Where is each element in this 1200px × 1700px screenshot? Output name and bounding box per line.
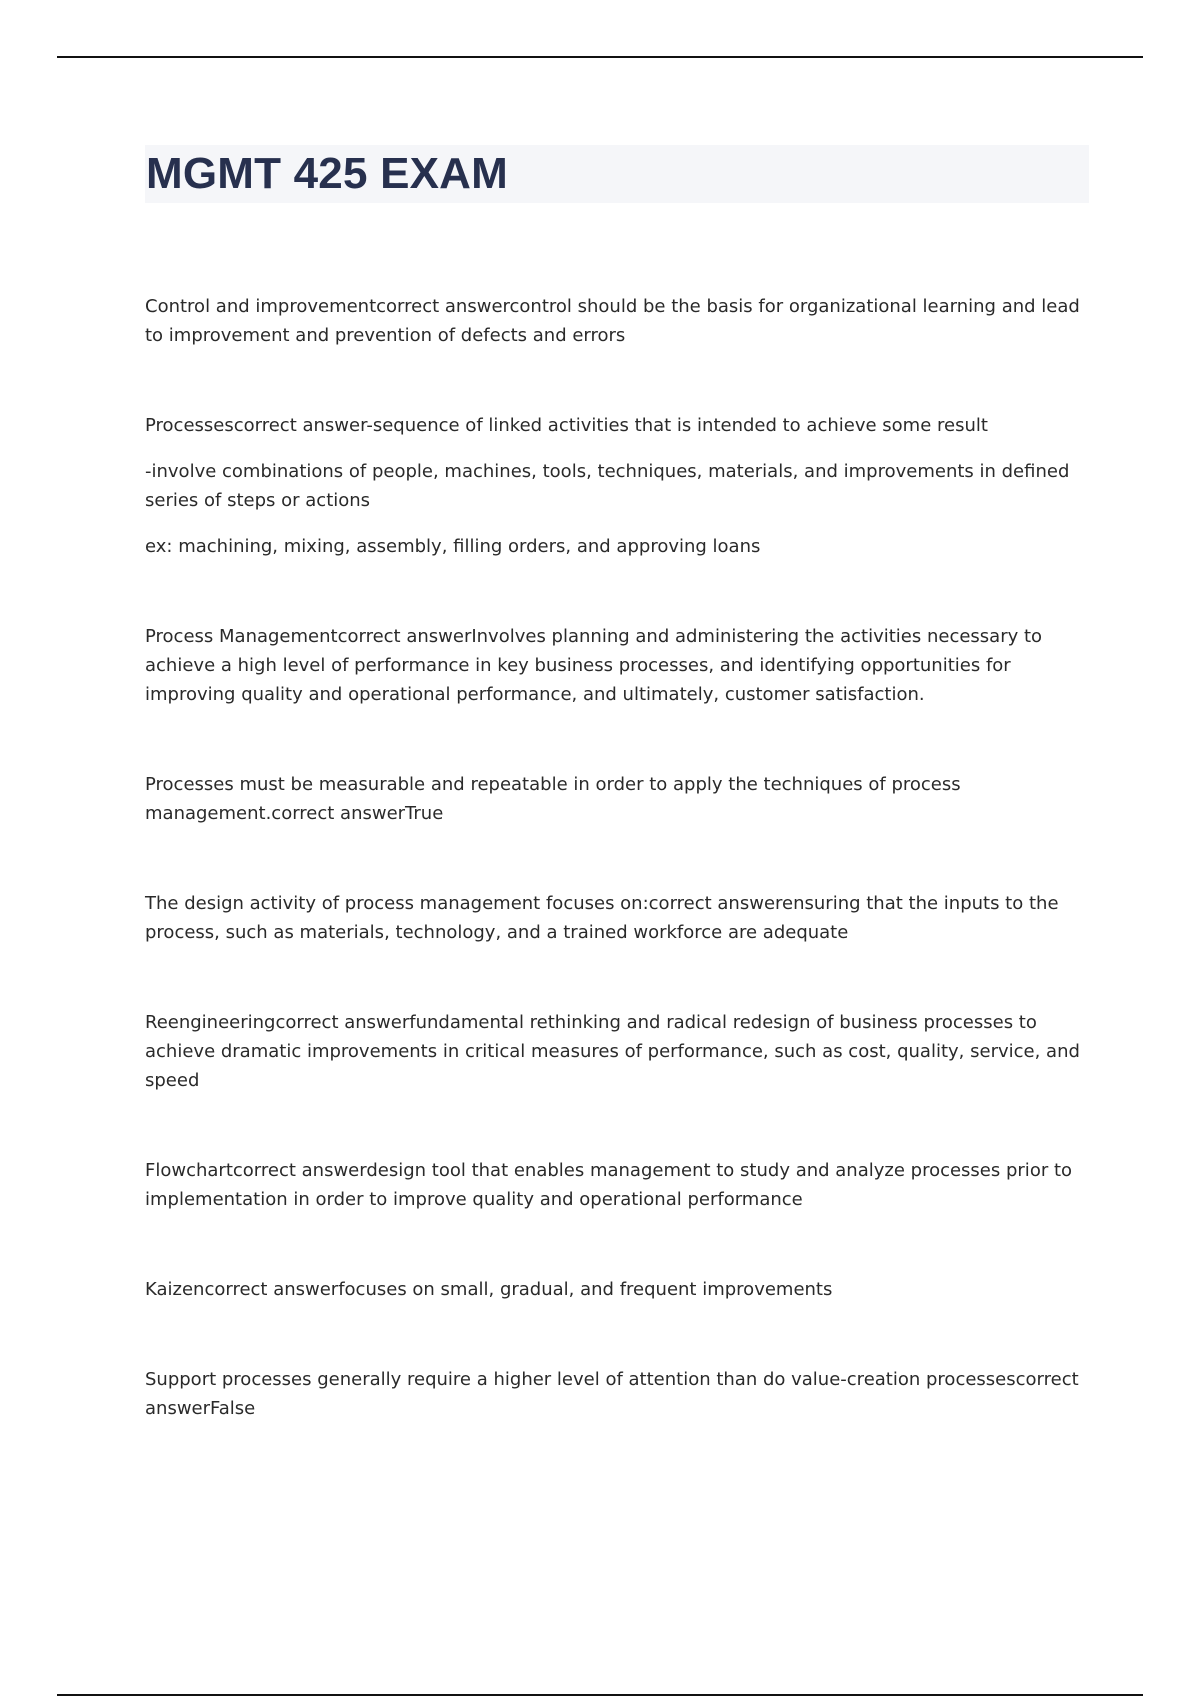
qa-item bbox=[145, 292, 1080, 350]
qa-text: Kaizencorrect answerfocuses on small, gradual, and frequent improvements bbox=[145, 1279, 833, 1300]
qa-item bbox=[145, 411, 1080, 561]
qa-item bbox=[145, 770, 1080, 828]
qa-text: Processescorrect answer-sequence of linked activities that is intended to achieve some result bbox=[145, 415, 988, 436]
page-top-rule bbox=[57, 56, 1143, 58]
qa-item bbox=[145, 1008, 1080, 1095]
qa-text: The design activity of process management focuses on:correct answerensuring that the inputs to the process, such as materials, technology, and a trained workforce are adequate bbox=[145, 893, 1059, 943]
qa-text: Flowchartcorrect answerdesign tool that enables management to study and analyze processes prior to implementation in order to improve quality and operational performance bbox=[145, 1160, 1073, 1210]
qa-text: Control and improvementcorrect answercontrol should be the basis for organizational learning and lead to improvement and prevention of defects and errors bbox=[145, 296, 1080, 346]
qa-list bbox=[145, 292, 1080, 1484]
page-bottom-rule bbox=[57, 1694, 1143, 1696]
qa-item bbox=[145, 1156, 1080, 1214]
page-title: MGMT 425 EXAM bbox=[146, 149, 508, 198]
qa-text: ex: machining, mixing, assembly, filling orders, and approving loans bbox=[145, 536, 761, 557]
qa-item bbox=[145, 889, 1080, 947]
qa-text: Support processes generally require a higher level of attention than do value-creation processescorrect answerFalse bbox=[145, 1369, 1079, 1419]
qa-text: Processes must be measurable and repeatable in order to apply the techniques of process management.correct answerTrue bbox=[145, 774, 961, 824]
qa-item bbox=[145, 1365, 1080, 1423]
qa-text: Process Managementcorrect answerInvolves planning and administering the activities necessary to achieve a high level of performance in key business processes, and identifying opportunities for improving quality and operational performance, and ultimately, customer satisfaction. bbox=[145, 626, 1043, 705]
qa-item bbox=[145, 622, 1080, 709]
qa-text: -involve combinations of people, machines, tools, techniques, materials, and improvements in defined series of steps or actions bbox=[145, 461, 1070, 511]
qa-item bbox=[145, 1275, 1080, 1304]
qa-text: Reengineeringcorrect answerfundamental rethinking and radical redesign of business processes to achieve dramatic improvements in critical measures of performance, such as cost, quality, service, and speed bbox=[145, 1012, 1080, 1091]
